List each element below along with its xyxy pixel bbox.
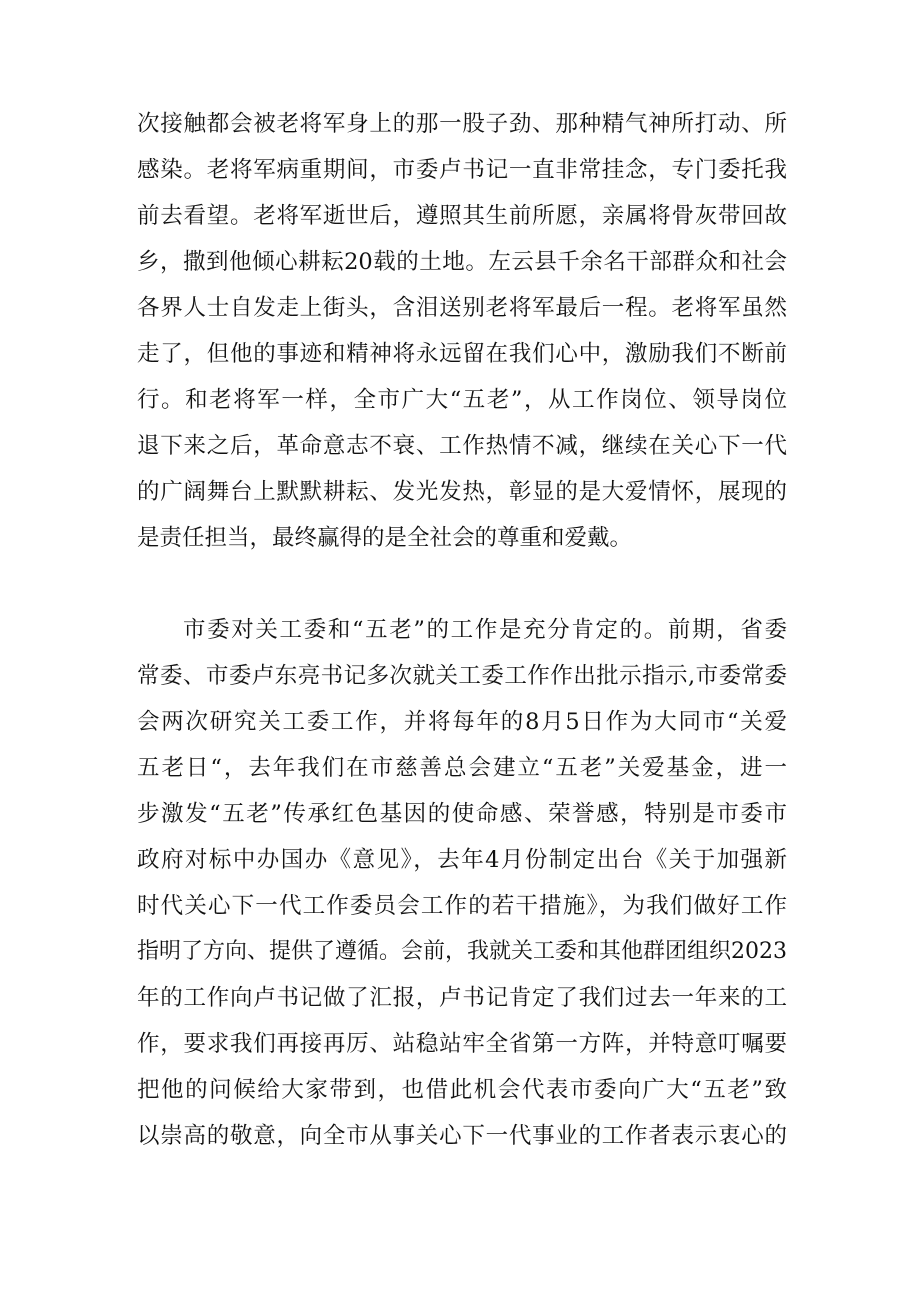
text-line: 以崇高的敬意，向全市从事关心下一代事业的工作者表示衷心的 [137, 1123, 787, 1149]
text-line: 作，要求我们再接再厉、站稳站牢全省第一方阵，并特意叮嘱要 [137, 1031, 787, 1057]
text-line: 退下来之后，革命意志不衰、工作热情不减，继续在关心下一代 [137, 433, 787, 459]
text-line: 五老日“，去年我们在市慈善总会建立“五老”关爱基金，进一 [137, 755, 787, 781]
text-line: 步激发“五老”传承红色基因的使命感、荣誉感，特别是市委市 [137, 801, 787, 827]
text-line: 的广阔舞台上默默耕耘、发光发热，彰显的是大爱情怀，展现的 [137, 479, 787, 505]
text-line: 政府对标中办国办《意见》，去年4月份制定出台《关于加强新 [137, 847, 787, 873]
text-line: 年的工作向卢书记做了汇报，卢书记肯定了我们过去一年来的工 [137, 985, 787, 1011]
text-line: 把他的问候给大家带到，也借此机会代表市委向广大“五老”致 [137, 1077, 787, 1103]
text-line: 指明了方向、提供了遵循。会前，我就关工委和其他群团组织2023 [137, 939, 787, 964]
text-line: 次接触都会被老将军身上的那一股子劲、那种精气神所打动、所 [137, 111, 787, 137]
text-line: 走了，但他的事迹和精神将永远留在我们心中，激励我们不断前 [137, 341, 787, 367]
text-line: 会两次研究关工委工作，并将每年的8月5日作为大同市“关爱 [137, 709, 787, 735]
text-line: 乡，撒到他倾心耕耘20载的土地。左云县千余名干部群众和社会 [137, 249, 787, 275]
text-line: 各界人士自发走上街头，含泪送别老将军最后一程。老将军虽然 [137, 295, 787, 321]
paragraph-1 [137, 101, 787, 561]
text-line: 是责任担当，最终赢得的是全社会的尊重和爱戴。 [137, 525, 633, 551]
text-line: 感染。老将军病重期间，市委卢书记一直非常挂念，专门委托我 [137, 157, 787, 183]
text-line: 行。和老将军一样，全市广大“五老”，从工作岗位、领导岗位 [137, 387, 787, 413]
text-line: 常委、市委卢东亮书记多次就关工委工作作出批示指示,市委常委 [137, 663, 787, 689]
text-line: 市委对关工委和“五老”的工作是充分肯定的。前期，省委 [183, 617, 787, 643]
paragraph-2 [137, 607, 787, 1159]
text-line: 时代关心下一代工作委员会工作的若干措施》，为我们做好工作 [137, 893, 787, 919]
text-line: 前去看望。老将军逝世后，遵照其生前所愿，亲属将骨灰带回故 [137, 203, 787, 229]
